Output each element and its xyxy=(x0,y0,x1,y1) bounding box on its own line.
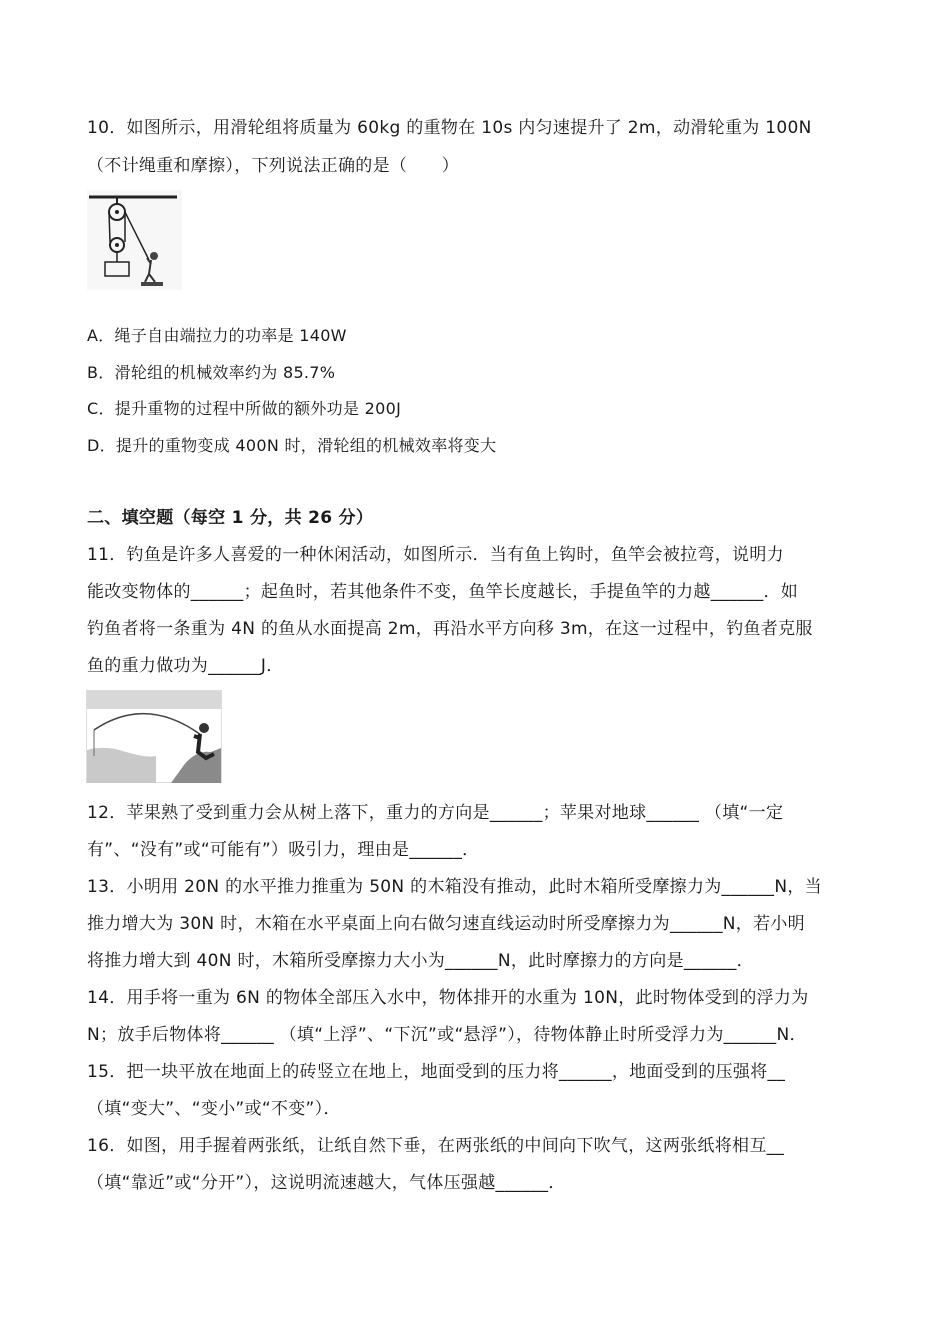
q10-option-c: C．提升重物的过程中所做的额外功是 200J xyxy=(87,399,402,418)
q15-line-1: 15．把一块平放在地面上的砖竖立在地上，地面受到的压力将______，地面受到的压强将__ xyxy=(87,1062,786,1082)
q12-line-1: 12．苹果熟了受到重力会从树上落下，重力的方向是______；苹果对地球______ （填“一定 xyxy=(87,803,784,823)
q10-line-1: 10．如图所示，用滑轮组将质量为 60kg 的重物在 10s 内匀速提升了 2m，动滑轮重为 100N xyxy=(87,118,812,138)
q12-line-2: 有”、“没有”或“可能有”）吸引力，理由是______． xyxy=(87,840,480,860)
pulley-figure xyxy=(87,190,182,290)
q10-option-a: A．绳子自由端拉力的功率是 140W xyxy=(87,326,347,345)
q13-line-1: 13．小明用 20N 的水平推力推重为 50N 的木箱没有推动，此时木箱所受摩擦力为______N，当 xyxy=(87,877,822,897)
q13-line-2: 推力增大为 30N 时，木箱在水平桌面上向右做匀速直线运动时所受摩擦力为______N，若小明 xyxy=(87,914,805,934)
section-heading: 二、填空题（每空 1 分，共 26 分） xyxy=(87,508,374,528)
q11-line-2: 能改变物体的______；起鱼时，若其他条件不变，鱼竿长度越长，手提鱼竿的力越______．如 xyxy=(87,582,799,602)
q13-line-3: 将推力增大到 40N 时，木箱所受摩擦力大小为______N，此时摩擦力的方向是______． xyxy=(87,951,754,971)
q11-line-1: 11．钓鱼是许多人喜爱的一种休闲活动，如图所示．当有鱼上钩时，鱼竿会被拉弯，说明力 xyxy=(87,545,784,565)
q14-line-2: N；放手后物体将______ （填“上浮”、“下沉”或“悬浮”），待物体静止时所受浮力为______N． xyxy=(87,1025,807,1045)
q14-line-1: 14．用手将一重为 6N 的物体全部压入水中，物体排开的水重为 10N，此时物体受到的浮力为 xyxy=(87,988,809,1008)
q11-line-4: 鱼的重力做功为______J． xyxy=(87,656,284,676)
q16-line-1: 16．如图，用手握着两张纸，让纸自然下垂，在两张纸的中间向下吹气，这两张纸将相互__ xyxy=(87,1136,785,1156)
fishing-figure xyxy=(86,690,222,783)
q10-line-2: （不计绳重和摩擦），下列说法正确的是（ ） xyxy=(87,156,460,176)
q10-option-d: D．提升的重物变成 400N 时，滑轮组的机械效率将变大 xyxy=(87,436,497,455)
q16-line-2: （填“靠近”或“分开”），这说明流速越大，气体压强越______． xyxy=(87,1173,566,1193)
q10-option-b: B．滑轮组的机械效率约为 85.7% xyxy=(87,363,336,382)
q11-line-3: 钓鱼者将一条重为 4N 的鱼从水面提高 2m，再沿水平方向移 3m，在这一过程中，钓鱼者克服 xyxy=(87,619,813,639)
q15-line-2: （填“变大”、“变小”或“不变”）． xyxy=(87,1099,341,1119)
